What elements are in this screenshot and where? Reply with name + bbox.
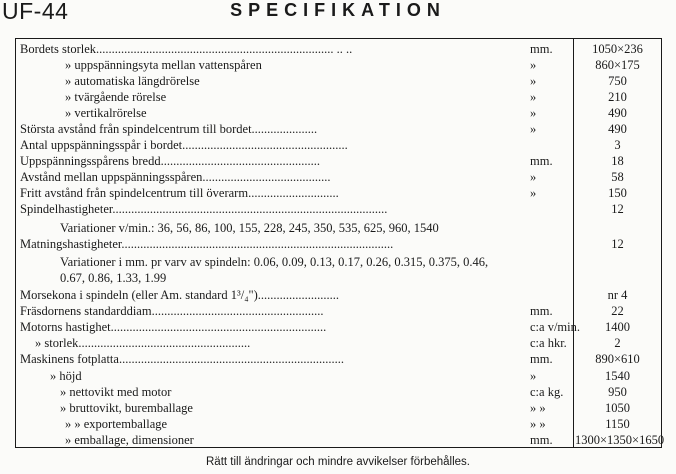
spec-value: 490 (608, 122, 627, 136)
spec-row (20, 255, 660, 270)
model-code: UF-44 (2, 0, 69, 24)
spec-value: 1050×236 (592, 42, 643, 56)
spec-row (20, 154, 660, 169)
spec-value: 750 (608, 74, 627, 88)
spec-value: 890×610 (595, 352, 640, 366)
spec-label: » nettovikt med motor (60, 385, 172, 399)
spec-unit: » » (530, 401, 546, 415)
spec-unit: mm. (530, 154, 553, 168)
spec-row (20, 352, 660, 367)
spec-label: » tvärgående rörelse (65, 90, 167, 104)
spec-unit: » (530, 122, 537, 136)
spec-row (20, 401, 660, 416)
spec-unit: c:a kg. (530, 385, 564, 399)
spec-label: » höjd (50, 369, 82, 383)
spec-value: 1400 (605, 320, 630, 334)
spec-label: Största avstånd från spindelcentrum till bordet..................... (20, 122, 318, 136)
spec-row (20, 138, 660, 153)
spec-label: Morsekona i spindeln (eller Am. standard 1³/₄").......................... (20, 288, 340, 302)
disclaimer-note: Rätt till ändringar och mindre avvikelser förbehålles. (206, 456, 470, 468)
spec-unit: » (530, 170, 537, 184)
spec-value: 1150 (605, 417, 630, 431)
spec-row (20, 433, 665, 448)
spec-label: Antal uppspänningsspår i bordet..................................................... (20, 138, 348, 152)
spec-row (20, 202, 660, 217)
spec-unit: mm. (530, 42, 553, 56)
spec-row (20, 288, 660, 303)
spec-label: 0.67, 0.86, 1.33, 1.99 (60, 271, 167, 285)
spec-row (20, 271, 660, 286)
spec-unit: » (530, 186, 537, 200)
spec-row (20, 336, 660, 351)
spec-value: 12 (611, 237, 624, 251)
spec-unit: » (530, 58, 537, 72)
spec-value: 860×175 (595, 58, 640, 72)
spec-value: 1540 (605, 369, 630, 383)
spec-unit: mm. (530, 433, 553, 447)
spec-label: Bordets storlek............................................................................ .. .. (20, 42, 353, 56)
spec-value: 210 (608, 90, 627, 104)
spec-value: 3 (614, 138, 621, 152)
spec-unit: » (530, 74, 537, 88)
spec-row (20, 122, 660, 137)
spec-label: Motorns hastighet..................................................................... (20, 320, 327, 334)
spec-label: Maskinens fotplatta........................................................................ (20, 352, 344, 366)
spec-unit: » » (530, 417, 546, 431)
spec-unit: mm. (530, 304, 553, 318)
spec-label: Variationer v/min.: 36, 56, 86, 100, 155, 228, 245, 350, 535, 625, 960, 1540 (60, 221, 439, 235)
spec-row (20, 42, 660, 57)
spec-value: 1050 (605, 401, 630, 415)
spec-label: » vertikalrörelse (65, 106, 147, 120)
spec-row (20, 237, 660, 252)
spec-value: 490 (608, 106, 627, 120)
spec-unit: » (530, 90, 537, 104)
spec-value: 150 (608, 186, 627, 200)
spec-label: Uppspänningsspårens bredd................................................... (20, 154, 320, 168)
spec-row (20, 320, 660, 335)
spec-unit: mm. (530, 352, 553, 366)
spec-label: » » exportemballage (65, 417, 168, 431)
spec-value: 12 (611, 202, 624, 216)
spec-value: 1300×1350×1650 (575, 433, 665, 447)
spec-row (20, 74, 660, 89)
spec-label: » emballage, dimensioner (65, 433, 194, 447)
spec-row (20, 304, 660, 319)
spec-row (20, 106, 660, 121)
spec-unit: c:a v/min. (530, 320, 580, 334)
spec-value: 22 (611, 304, 624, 318)
spec-value: 58 (611, 170, 624, 184)
spec-row (20, 90, 660, 105)
spec-value: 18 (611, 154, 624, 168)
spec-label: Matningshastigheter....................................................................................... (20, 237, 394, 251)
spec-unit: c:a hkr. (530, 336, 567, 350)
spec-label: » uppspänningsyta mellan vattenspåren (65, 58, 262, 72)
spec-row (20, 186, 660, 201)
spec-value: nr 4 (607, 288, 628, 302)
spec-label: » storlek....................................................... (35, 336, 251, 350)
spec-label: Fritt avstånd från spindelcentrum till överarm............................. (20, 186, 339, 200)
spec-value: 950 (608, 385, 627, 399)
spec-row (20, 170, 660, 185)
spec-row (20, 417, 660, 432)
spec-label: » bruttovikt, buremballage (60, 401, 193, 415)
spec-label: Spindelhastigheter........................................................................................ (20, 202, 388, 216)
spec-unit: » (530, 369, 537, 383)
spec-value: 2 (614, 336, 621, 350)
spec-row (20, 385, 660, 400)
spec-row (20, 221, 660, 236)
spec-row (20, 369, 660, 384)
page-title: SPECIFIKATION (230, 0, 446, 20)
spec-label: Fräsdornens standarddiam....................................................... (20, 304, 324, 318)
spec-unit: » (530, 106, 537, 120)
spec-label: Avstånd mellan uppspänningsspåren......................................... (20, 170, 331, 184)
spec-row (20, 58, 660, 73)
spec-label: » automatiska längdrörelse (65, 74, 200, 88)
spec-label: Variationer i mm. pr varv av spindeln: 0.06, 0.09, 0.13, 0.17, 0.26, 0.315, 0.375, 0.46, (60, 255, 489, 269)
